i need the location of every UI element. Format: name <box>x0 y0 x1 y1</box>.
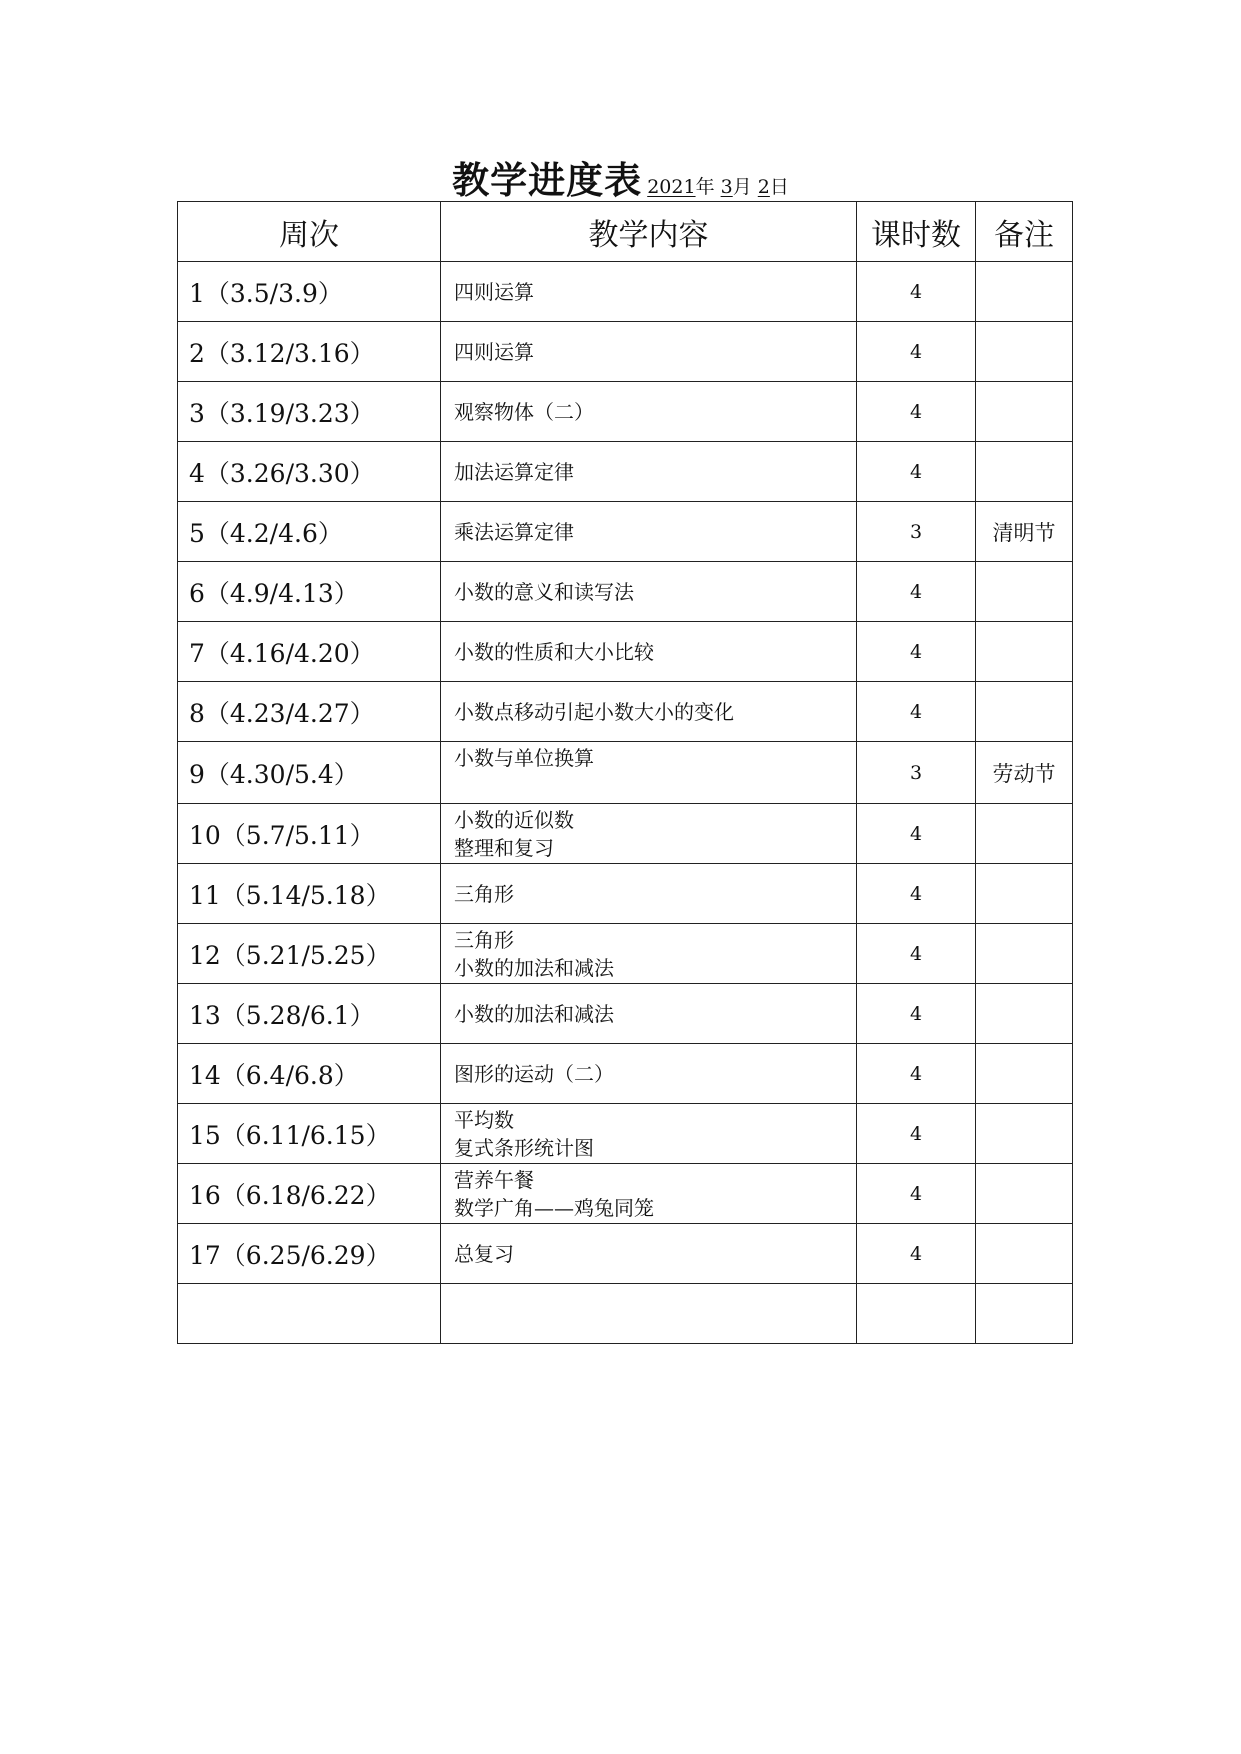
cell-note <box>976 682 1073 742</box>
cell-hours: 4 <box>857 924 976 984</box>
content-line: 加法运算定律 <box>454 459 574 484</box>
cell-week: 1（3.5/3.9） <box>178 262 441 322</box>
cell-hours: 4 <box>857 864 976 924</box>
table-row <box>178 262 1073 322</box>
cell-week: 16（6.18/6.22） <box>178 1164 441 1224</box>
cell-note <box>976 322 1073 382</box>
cell-week: 6（4.9/4.13） <box>178 562 441 622</box>
cell-hours: 4 <box>857 804 976 864</box>
cell-content <box>441 622 857 682</box>
cell-hours: 3 <box>857 502 976 562</box>
cell-week: 12（5.21/5.25） <box>178 924 441 984</box>
cell-week <box>178 1284 441 1344</box>
cell-week: 17（6.25/6.29） <box>178 1224 441 1284</box>
content-line: 营养午餐 <box>454 1167 534 1192</box>
table-row <box>178 682 1073 742</box>
table-row <box>178 804 1073 864</box>
cell-week: 4（3.26/3.30） <box>178 442 441 502</box>
cell-content <box>441 864 857 924</box>
date-day: 2 <box>757 176 770 198</box>
title-text: 教学进度表 <box>452 158 643 202</box>
cell-content <box>441 984 857 1044</box>
content-line: 小数的加法和减法 <box>454 955 614 980</box>
cell-content <box>441 804 857 864</box>
cell-note <box>976 804 1073 864</box>
content-line: 总复习 <box>454 1241 514 1266</box>
date-day-suffix: 日 <box>769 176 789 198</box>
cell-hours: 4 <box>857 442 976 502</box>
cell-content <box>441 1164 857 1224</box>
table-row <box>178 622 1073 682</box>
cell-note <box>976 442 1073 502</box>
table-row <box>178 1104 1073 1164</box>
cell-content <box>441 682 857 742</box>
cell-hours: 4 <box>857 1224 976 1284</box>
cell-hours: 4 <box>857 622 976 682</box>
date-year: 2021 <box>647 176 696 198</box>
content-line: 小数的近似数 <box>454 807 574 832</box>
cell-note <box>976 1224 1073 1284</box>
cell-week: 5（4.2/4.6） <box>178 502 441 562</box>
content-line: 小数与单位换算 <box>454 746 594 770</box>
content-line: 三角形 <box>454 881 514 906</box>
table-row <box>178 382 1073 442</box>
cell-content <box>441 322 857 382</box>
content-line: 四则运算 <box>454 339 534 364</box>
table-row <box>178 502 1073 562</box>
content-line: 小数点移动引起小数大小的变化 <box>454 699 734 724</box>
cell-hours: 4 <box>857 562 976 622</box>
cell-content <box>441 742 857 804</box>
cell-note <box>976 1284 1073 1344</box>
content-line: 四则运算 <box>454 279 534 304</box>
cell-hours: 4 <box>857 682 976 742</box>
table-body <box>178 262 1073 1344</box>
cell-week: 7（4.16/4.20） <box>178 622 441 682</box>
header-week: 周次 <box>178 202 441 262</box>
cell-content <box>441 562 857 622</box>
header-hours: 课时数 <box>857 202 976 262</box>
content-line: 整理和复习 <box>454 835 554 860</box>
cell-hours: 4 <box>857 1164 976 1224</box>
cell-content <box>441 262 857 322</box>
cell-content <box>441 1104 857 1164</box>
cell-week: 9（4.30/5.4） <box>178 742 441 804</box>
table-row <box>178 864 1073 924</box>
cell-hours: 4 <box>857 322 976 382</box>
cell-note <box>976 622 1073 682</box>
cell-content <box>441 502 857 562</box>
cell-content <box>441 1224 857 1284</box>
page-title <box>0 150 1241 204</box>
table-row <box>178 1044 1073 1104</box>
cell-hours <box>857 1284 976 1344</box>
cell-note <box>976 864 1073 924</box>
date-month: 3 <box>720 176 733 198</box>
cell-note <box>976 382 1073 442</box>
cell-note <box>976 1104 1073 1164</box>
table-row <box>178 1224 1073 1284</box>
cell-hours: 3 <box>857 742 976 804</box>
cell-hours: 4 <box>857 984 976 1044</box>
cell-content <box>441 382 857 442</box>
cell-note <box>976 562 1073 622</box>
cell-content <box>441 1044 857 1104</box>
table-row <box>178 742 1073 804</box>
cell-hours: 4 <box>857 382 976 442</box>
cell-note <box>976 1164 1073 1224</box>
cell-week: 2（3.12/3.16） <box>178 322 441 382</box>
title-date <box>647 176 789 198</box>
table-row <box>178 322 1073 382</box>
cell-week: 13（5.28/6.1） <box>178 984 441 1044</box>
cell-week: 15（6.11/6.15） <box>178 1104 441 1164</box>
header-content: 教学内容 <box>441 202 857 262</box>
cell-hours: 4 <box>857 1104 976 1164</box>
date-year-suffix: 年 <box>695 176 715 198</box>
content-line: 复式条形统计图 <box>454 1135 594 1160</box>
cell-hours: 4 <box>857 262 976 322</box>
schedule-table <box>177 201 1073 1344</box>
table-row <box>178 562 1073 622</box>
cell-note <box>976 984 1073 1044</box>
content-line: 图形的运动（二） <box>454 1061 614 1086</box>
table-header-row <box>178 202 1073 262</box>
content-line: 观察物体（二） <box>454 399 594 424</box>
table-row <box>178 442 1073 502</box>
cell-note: 清明节 <box>976 502 1073 562</box>
table-row <box>178 924 1073 984</box>
cell-content <box>441 442 857 502</box>
cell-note <box>976 924 1073 984</box>
content-line: 数学广角——鸡兔同笼 <box>454 1195 654 1220</box>
cell-note: 劳动节 <box>976 742 1073 804</box>
cell-week: 14（6.4/6.8） <box>178 1044 441 1104</box>
cell-week: 10（5.7/5.11） <box>178 804 441 864</box>
content-line: 三角形 <box>454 927 514 952</box>
table-row <box>178 984 1073 1044</box>
content-line: 小数的意义和读写法 <box>454 579 634 604</box>
cell-content <box>441 924 857 984</box>
cell-week: 11（5.14/5.18） <box>178 864 441 924</box>
cell-note <box>976 262 1073 322</box>
content-line: 乘法运算定律 <box>454 519 574 544</box>
cell-content <box>441 1284 857 1344</box>
content-line: 小数的性质和大小比较 <box>454 639 654 664</box>
content-line: 平均数 <box>454 1107 514 1132</box>
cell-note <box>976 1044 1073 1104</box>
cell-hours: 4 <box>857 1044 976 1104</box>
table-row <box>178 1284 1073 1344</box>
cell-week: 3（3.19/3.23） <box>178 382 441 442</box>
cell-week: 8（4.23/4.27） <box>178 682 441 742</box>
header-note: 备注 <box>976 202 1073 262</box>
table-row <box>178 1164 1073 1224</box>
date-month-suffix: 月 <box>732 176 752 198</box>
content-line: 小数的加法和减法 <box>454 1001 614 1026</box>
